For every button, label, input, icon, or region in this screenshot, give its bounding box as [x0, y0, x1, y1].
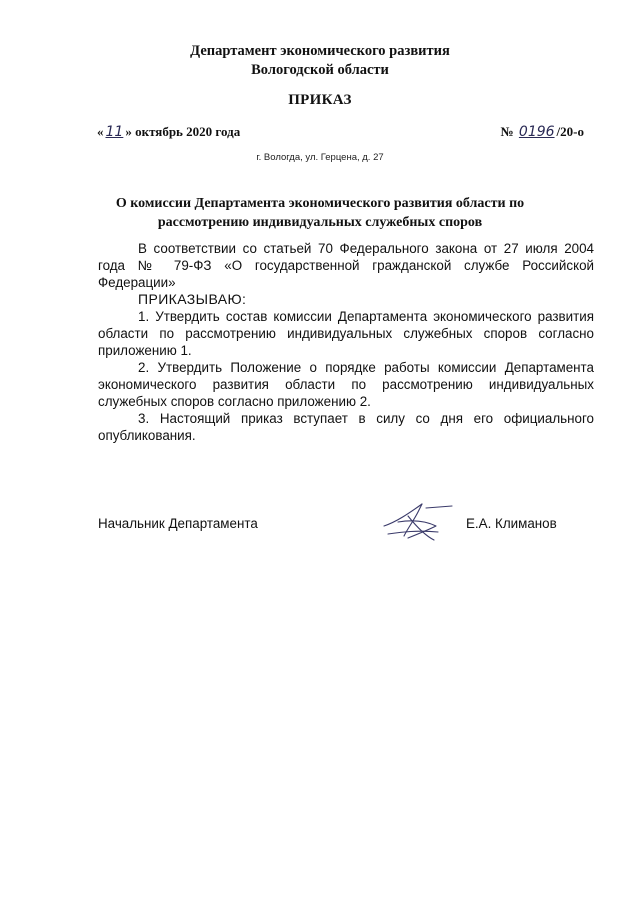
department-line-2: Вологодской области	[251, 62, 389, 78]
date-month-year: октябрь 2020 года	[135, 124, 241, 139]
signatory-title: Начальник Департамента	[98, 516, 258, 531]
order-number	[501, 124, 584, 140]
department-name	[0, 42, 640, 80]
subject-line-1: О комиссии Департамента экономического развития области по	[115, 196, 525, 211]
order-word: ПРИКАЗЫВАЮ:	[138, 291, 247, 307]
preamble-paragraph: В соответствии со статьей 70 Федерального закона от 27 июля 2004 года № 79-ФЗ «О государственной гражданской службе Российской Федерации»	[98, 241, 594, 290]
subject-line-2: рассмотрению индивидуальных служебных споров	[157, 215, 483, 230]
number-handwritten: 0196	[518, 124, 555, 140]
document-type: ПРИКАЗ	[288, 92, 352, 108]
date-close-quote: »	[125, 124, 132, 139]
signatory-name: Е.А. Климанов	[466, 516, 557, 531]
department-line-1: Департамент экономического развития	[190, 43, 450, 59]
order-body	[98, 240, 594, 444]
order-item-3: 3. Настоящий приказ вступает в силу со дня его официального опубликования.	[98, 411, 594, 443]
number-suffix: /20-о	[556, 124, 584, 139]
number-prefix: №	[500, 124, 514, 139]
date-open-quote: «	[97, 124, 104, 139]
order-subject	[80, 194, 560, 232]
date-day-handwritten: 11	[105, 124, 124, 140]
order-date	[97, 124, 240, 140]
order-item-2: 2. Утвердить Положение о порядке работы комиссии Департамента экономического развития области по рассмотрению индивидуальных служебных споров согласно приложению 2.	[98, 360, 594, 409]
order-item-1: 1. Утвердить состав комиссии Департамента экономического развития области по рассмотрению индивидуальных служебных споров согласно приложению 1.	[98, 309, 594, 358]
address: г. Вологда, ул. Герцена, д. 27	[256, 152, 384, 163]
handwritten-signature	[378, 496, 456, 546]
